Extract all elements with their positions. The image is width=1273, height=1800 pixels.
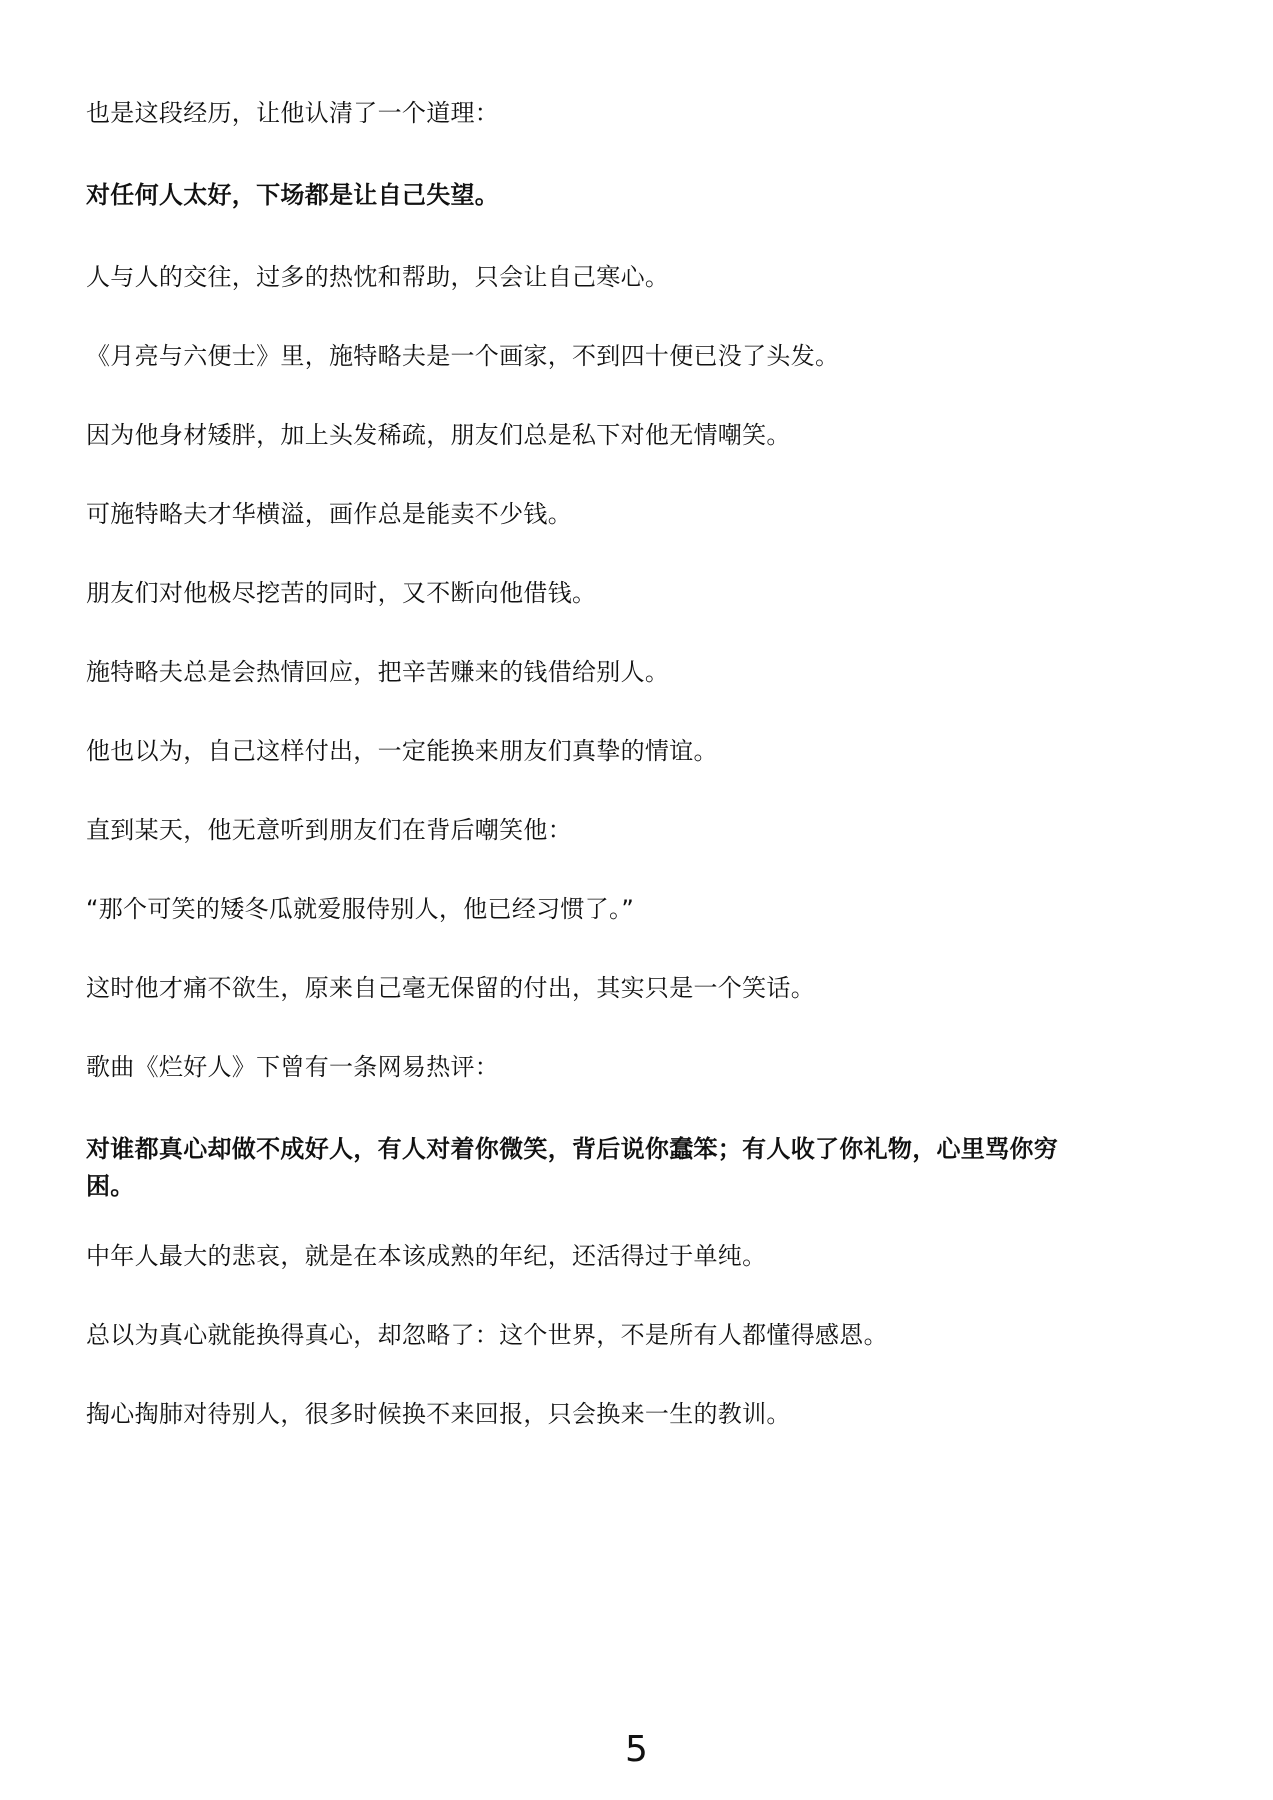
- paragraph: 直到某天，他无意听到朋友们在背后嘲笑他：: [86, 816, 572, 844]
- article-body: [86, 98, 1186, 1478]
- paragraph: 朋友们对他极尽挖苦的同时，又不断向他借钱。: [86, 579, 597, 607]
- paragraph: 人与人的交往，过多的热忱和帮助，只会让自己寒心。: [86, 263, 670, 291]
- paragraph: 因为他身材矮胖，加上头发稀疏，朋友们总是私下对他无情嘲笑。: [86, 421, 791, 449]
- paragraph: 可施特略夫才华横溢，画作总是能卖不少钱。: [86, 500, 572, 528]
- paragraph: 这时他才痛不欲生，原来自己毫无保留的付出，其实只是一个笑话。: [86, 974, 815, 1002]
- paragraph: 《月亮与六便士》里，施特略夫是一个画家，不到四十便已没了头发。: [86, 342, 840, 370]
- paragraph: 也是这段经历，让他认清了一个道理：: [86, 99, 500, 127]
- paragraph: 掏心掏肺对待别人，很多时候换不来回报，只会换来一生的教训。: [86, 1400, 791, 1428]
- paragraph: 总以为真心就能换得真心，却忽略了：这个世界，不是所有人都懂得感恩。: [86, 1321, 888, 1349]
- bold-paragraph: 对谁都真心却做不成好人，有人对着你微笑，背后说你蠢笨；有人收了你礼物，心里骂你穷 困。: [86, 1135, 1058, 1200]
- paragraph: 歌曲《烂好人》下曾有一条网易热评：: [86, 1053, 500, 1081]
- paragraph: 中年人最大的悲哀，就是在本该成熟的年纪，还活得过于单纯。: [86, 1242, 767, 1270]
- page-number: 5: [625, 1729, 648, 1770]
- paragraph: 施特略夫总是会热情回应，把辛苦赚来的钱借给别人。: [86, 658, 670, 686]
- paragraph: 他也以为，自己这样付出，一定能换来朋友们真挚的情谊。: [86, 737, 718, 765]
- quote-paragraph: “那个可笑的矮冬瓜就爱服侍别人，他已经习惯了。”: [86, 895, 635, 923]
- bold-paragraph: 对任何人太好，下场都是让自己失望。: [86, 181, 500, 209]
